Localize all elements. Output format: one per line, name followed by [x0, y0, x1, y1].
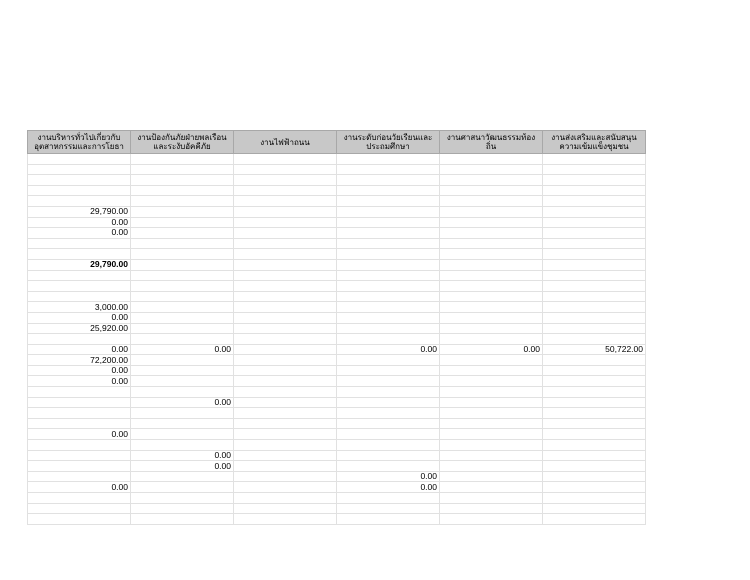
- table-cell: [234, 259, 337, 270]
- table-cell: [440, 493, 543, 504]
- table-cell: [28, 450, 131, 461]
- table-cell: [234, 418, 337, 429]
- table-row: [28, 408, 646, 419]
- table-cell: [28, 334, 131, 345]
- table-row: [28, 281, 646, 292]
- table-cell: [337, 397, 440, 408]
- table-cell: [337, 302, 440, 313]
- table-cell: [440, 259, 543, 270]
- table-cell: [234, 355, 337, 366]
- table-cell: [543, 249, 646, 260]
- table-cell: [28, 154, 131, 165]
- table-cell: [234, 281, 337, 292]
- table-cell: [131, 493, 234, 504]
- table-cell: [543, 291, 646, 302]
- table-cell: [234, 291, 337, 302]
- table-cell: [131, 206, 234, 217]
- table-cell: [131, 514, 234, 525]
- table-cell: [131, 175, 234, 186]
- table-cell: [28, 291, 131, 302]
- table-cell: [28, 397, 131, 408]
- table-cell: [543, 185, 646, 196]
- table-cell: [28, 461, 131, 472]
- table-cell: [234, 175, 337, 186]
- table-cell: [543, 493, 646, 504]
- table-cell: [337, 217, 440, 228]
- table-cell: [440, 376, 543, 387]
- table-cell: [28, 196, 131, 207]
- table-row: [28, 429, 646, 440]
- table-row: [28, 461, 646, 472]
- table-cell: 50,722.00: [543, 344, 646, 355]
- table-cell: 0.00: [337, 471, 440, 482]
- table-cell: [440, 408, 543, 419]
- table-cell: [131, 408, 234, 419]
- table-cell: [543, 270, 646, 281]
- table-cell: [337, 154, 440, 165]
- table-cell: [440, 206, 543, 217]
- table-cell: [337, 206, 440, 217]
- table-cell: [234, 164, 337, 175]
- table-row: [28, 291, 646, 302]
- table-cell: [440, 461, 543, 472]
- table-cell: [543, 408, 646, 419]
- table-row: [28, 440, 646, 451]
- table-cell: [131, 387, 234, 398]
- table-cell: 0.00: [131, 461, 234, 472]
- table-cell: [234, 482, 337, 493]
- table-cell: [543, 312, 646, 323]
- column-header: งานระดับก่อนวัยเรียนและประถมศึกษา: [337, 131, 440, 154]
- table-row: [28, 206, 646, 217]
- table-cell: [543, 217, 646, 228]
- table-cell: [28, 471, 131, 482]
- table-cell: [440, 323, 543, 334]
- budget-table: [27, 130, 646, 525]
- table-row: [28, 270, 646, 281]
- table-cell: 0.00: [28, 429, 131, 440]
- table-cell: [543, 355, 646, 366]
- table-row: [28, 344, 646, 355]
- table-row: [28, 323, 646, 334]
- table-cell: [234, 397, 337, 408]
- table-body: [28, 154, 646, 525]
- table-cell: [131, 440, 234, 451]
- table-cell: 0.00: [28, 376, 131, 387]
- table-cell: [234, 514, 337, 525]
- table-cell: [440, 450, 543, 461]
- table-cell: [234, 217, 337, 228]
- table-cell: [337, 450, 440, 461]
- table-cell: [234, 387, 337, 398]
- table-cell: [440, 302, 543, 313]
- table-cell: [337, 185, 440, 196]
- table-cell: [543, 450, 646, 461]
- table-cell: [337, 334, 440, 345]
- table-cell: [131, 503, 234, 514]
- table-row: [28, 185, 646, 196]
- table-cell: [234, 228, 337, 239]
- table-cell: [440, 270, 543, 281]
- table-cell: [234, 450, 337, 461]
- table-cell: [440, 514, 543, 525]
- table-cell: [131, 355, 234, 366]
- table-cell: 0.00: [131, 344, 234, 355]
- table-cell: [131, 270, 234, 281]
- table-cell: [131, 418, 234, 429]
- table-cell: [131, 376, 234, 387]
- table-cell: [440, 196, 543, 207]
- table-cell: [131, 281, 234, 292]
- table-cell: [131, 482, 234, 493]
- table-cell: [337, 418, 440, 429]
- table-row: [28, 164, 646, 175]
- table-cell: [440, 238, 543, 249]
- table-cell: [543, 376, 646, 387]
- table-cell: [131, 291, 234, 302]
- table-cell: [543, 175, 646, 186]
- table-cell: [337, 175, 440, 186]
- table-cell: [440, 429, 543, 440]
- table-cell: [131, 302, 234, 313]
- table-cell: [440, 281, 543, 292]
- table-cell: 0.00: [28, 228, 131, 239]
- table-row: [28, 334, 646, 345]
- table-cell: [440, 334, 543, 345]
- table-cell: [543, 514, 646, 525]
- table-cell: [440, 154, 543, 165]
- table-cell: [337, 493, 440, 504]
- table-cell: [131, 154, 234, 165]
- table-row: [28, 175, 646, 186]
- table-row: [28, 196, 646, 207]
- table-cell: [440, 365, 543, 376]
- table-cell: [234, 376, 337, 387]
- table-cell: [131, 259, 234, 270]
- table-row: [28, 302, 646, 313]
- table-cell: [234, 196, 337, 207]
- table-row: [28, 312, 646, 323]
- table-cell: [131, 164, 234, 175]
- table-cell: [28, 175, 131, 186]
- table-cell: [28, 408, 131, 419]
- column-header: งานไฟฟ้าถนน: [234, 131, 337, 154]
- table-cell: [131, 185, 234, 196]
- table-cell: [234, 154, 337, 165]
- table-cell: [543, 482, 646, 493]
- table-cell: [440, 164, 543, 175]
- table-cell: 29,790.00: [28, 259, 131, 270]
- table-row: [28, 482, 646, 493]
- table-cell: [543, 228, 646, 239]
- table-row: [28, 217, 646, 228]
- table-row: [28, 471, 646, 482]
- table-cell: [234, 503, 337, 514]
- header-row: [28, 131, 646, 154]
- table-cell: [131, 429, 234, 440]
- table-cell: [543, 323, 646, 334]
- table-cell: [543, 397, 646, 408]
- table-cell: 0.00: [28, 312, 131, 323]
- table-cell: 0.00: [28, 344, 131, 355]
- table-cell: [131, 238, 234, 249]
- table-cell: 0.00: [131, 397, 234, 408]
- table-cell: [543, 281, 646, 292]
- table-cell: [131, 196, 234, 207]
- table-cell: [337, 408, 440, 419]
- table-cell: [543, 387, 646, 398]
- table-cell: [28, 493, 131, 504]
- table-cell: [234, 206, 337, 217]
- table-cell: [131, 312, 234, 323]
- table-cell: [337, 259, 440, 270]
- table-cell: [234, 461, 337, 472]
- table-cell: [440, 503, 543, 514]
- table-cell: 25,920.00: [28, 323, 131, 334]
- table-cell: [337, 355, 440, 366]
- table-cell: [543, 196, 646, 207]
- table-cell: 0.00: [440, 344, 543, 355]
- table-cell: [131, 217, 234, 228]
- column-header: งานบริหารทั่วไปเกี่ยวกับอุตสาหกรรมและการโยธา: [28, 131, 131, 154]
- table-cell: [337, 238, 440, 249]
- table-cell: [337, 291, 440, 302]
- table-row: [28, 365, 646, 376]
- table-cell: 0.00: [28, 365, 131, 376]
- table-row: [28, 450, 646, 461]
- table-cell: [28, 270, 131, 281]
- table-cell: [543, 429, 646, 440]
- table-row: [28, 259, 646, 270]
- table-cell: [234, 238, 337, 249]
- table-cell: [543, 164, 646, 175]
- table-cell: [440, 185, 543, 196]
- table-cell: 0.00: [28, 217, 131, 228]
- table-cell: 72,200.00: [28, 355, 131, 366]
- table-cell: [234, 249, 337, 260]
- table-cell: [131, 228, 234, 239]
- table-cell: [337, 429, 440, 440]
- table-cell: [234, 185, 337, 196]
- table-cell: [440, 482, 543, 493]
- table-cell: [337, 376, 440, 387]
- table-row: [28, 154, 646, 165]
- table-cell: [440, 217, 543, 228]
- column-header: งานส่งเสริมและสนับสนุนความเข้มแข็งชุมชน: [543, 131, 646, 154]
- table-cell: [337, 514, 440, 525]
- table-cell: [543, 365, 646, 376]
- table-cell: [28, 238, 131, 249]
- table-row: [28, 228, 646, 239]
- table-cell: [543, 440, 646, 451]
- table-cell: [234, 323, 337, 334]
- table-row: [28, 355, 646, 366]
- table-cell: [337, 164, 440, 175]
- table-row: [28, 397, 646, 408]
- table-cell: 3,000.00: [28, 302, 131, 313]
- table-cell: [131, 471, 234, 482]
- table-cell: [337, 281, 440, 292]
- table-cell: [543, 334, 646, 345]
- table-row: [28, 238, 646, 249]
- table-cell: [543, 471, 646, 482]
- table-cell: [543, 302, 646, 313]
- table-cell: 0.00: [28, 482, 131, 493]
- table-cell: [234, 302, 337, 313]
- table-row: [28, 418, 646, 429]
- table-cell: [234, 440, 337, 451]
- table-cell: [234, 312, 337, 323]
- table-cell: [440, 291, 543, 302]
- table-cell: [28, 514, 131, 525]
- table-cell: [543, 418, 646, 429]
- table-cell: 29,790.00: [28, 206, 131, 217]
- table-cell: [131, 334, 234, 345]
- table-cell: [440, 228, 543, 239]
- table-cell: 0.00: [337, 344, 440, 355]
- table-cell: [440, 471, 543, 482]
- table-cell: [337, 440, 440, 451]
- table-cell: [234, 408, 337, 419]
- table-cell: [543, 503, 646, 514]
- table-cell: [234, 270, 337, 281]
- table-cell: [440, 440, 543, 451]
- table-cell: [440, 418, 543, 429]
- table-cell: [28, 249, 131, 260]
- table-row: [28, 503, 646, 514]
- table-cell: [440, 355, 543, 366]
- table-cell: [440, 397, 543, 408]
- table-row: [28, 376, 646, 387]
- table-cell: [234, 334, 337, 345]
- table-row: [28, 249, 646, 260]
- table-cell: [337, 365, 440, 376]
- table-cell: 0.00: [131, 450, 234, 461]
- table-cell: [543, 461, 646, 472]
- column-header: งานป้องกันภัยฝ่ายพลเรือนและระงับอัคคีภัย: [131, 131, 234, 154]
- table-cell: [440, 312, 543, 323]
- table-cell: [543, 259, 646, 270]
- table-cell: [440, 249, 543, 260]
- table-cell: [28, 387, 131, 398]
- table-cell: [543, 154, 646, 165]
- table-cell: [543, 206, 646, 217]
- table-cell: [337, 249, 440, 260]
- table-cell: 0.00: [337, 482, 440, 493]
- table-cell: [440, 175, 543, 186]
- table-cell: [131, 249, 234, 260]
- table-row: [28, 387, 646, 398]
- table-cell: [28, 418, 131, 429]
- table-cell: [28, 503, 131, 514]
- table-cell: [28, 164, 131, 175]
- table-cell: [234, 344, 337, 355]
- table-row: [28, 514, 646, 525]
- table-cell: [28, 281, 131, 292]
- table-cell: [543, 238, 646, 249]
- table-cell: [28, 440, 131, 451]
- table-cell: [337, 461, 440, 472]
- table-cell: [337, 387, 440, 398]
- table-cell: [337, 228, 440, 239]
- table-cell: [337, 312, 440, 323]
- table-cell: [440, 387, 543, 398]
- column-header: งานศาสนาวัฒนธรรมท้องถิ่น: [440, 131, 543, 154]
- table-cell: [337, 323, 440, 334]
- table-cell: [234, 429, 337, 440]
- table-cell: [234, 471, 337, 482]
- table-cell: [234, 493, 337, 504]
- table-cell: [28, 185, 131, 196]
- table-cell: [337, 270, 440, 281]
- table-cell: [131, 365, 234, 376]
- table-cell: [337, 196, 440, 207]
- table-cell: [131, 323, 234, 334]
- table-cell: [234, 365, 337, 376]
- table-cell: [337, 503, 440, 514]
- table-row: [28, 493, 646, 504]
